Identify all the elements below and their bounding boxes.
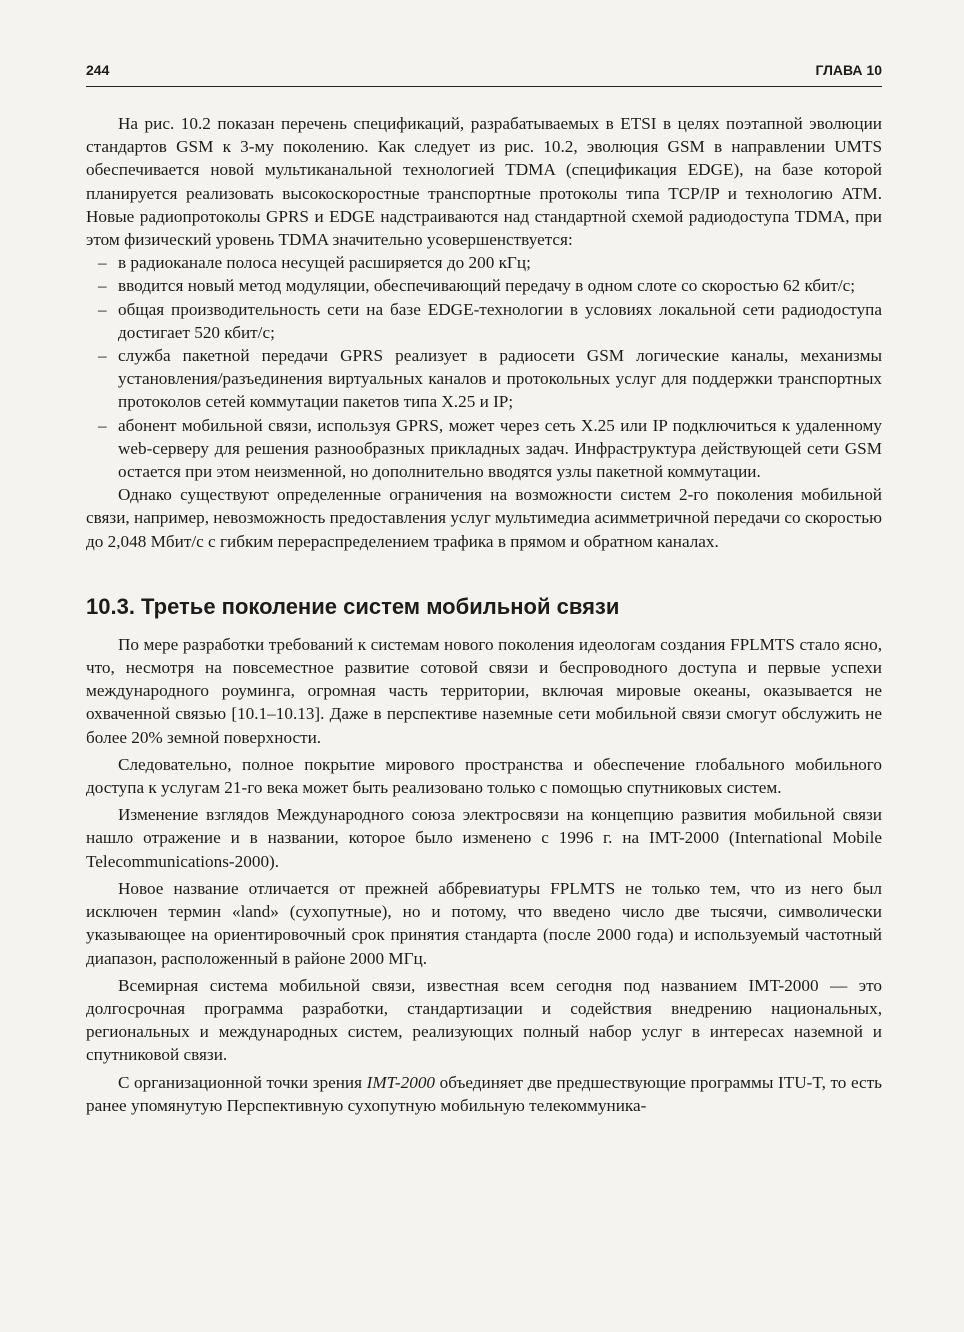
italic-term: IMT-2000 [366, 1072, 436, 1092]
list-item: – в радиоканале полоса несущей расширяется до 200 кГц; [86, 251, 882, 274]
intro-paragraph: На рис. 10.2 показан перечень спецификаций, разрабатываемых в ETSI в целях поэтапной эволюции стандартов GSM к 3-му поколению. Как следует из рис. 10.2, эволюция GSM в направлении UMTS обеспечивается новой мультиканальной технологией TDMA (спецификация EDGE), на базе которой планируется реализовать высокоскоростные транспортные протоколы типа TCP/IP и технологию ATM. Новые радиопротоколы GPRS и EDGE надстраиваются над стандартной схемой радиодоступа TDMA, при этом физический уровень TDMA значительно усовершенствуется: [86, 114, 882, 250]
section-paragraph-1: По мере разработки требований к системам нового поколения идеологам создания FPLMTS стало ясно, что, несмотря на повсеместное развитие сотовой связи и беспроводного доступа и первые успехи международного роуминга, огромная часть территории, включая мировые океаны, оказывается не охваченной связью [10.1–10.13]. Даже в перспективе наземные сети мобильной связи смогут обслужить не более 20% земной поверхности. [86, 634, 882, 747]
closing-paragraph: Однако существуют определенные ограничения на возможности систем 2-го поколения мобильной связи, например, невозможность предоставления услуг мультимедиа асимметричной передачи со скоростью до 2,048 Мбит/с с гибким перераспределением трафика в прямом и обратном каналах. [86, 485, 882, 551]
page-number: 244 [86, 62, 110, 78]
chapter-label: ГЛАВА 10 [815, 62, 882, 78]
bullet-list [86, 251, 882, 483]
section-heading: 10.3. Третье поколение систем мобильной связи [86, 593, 620, 619]
running-header [86, 60, 882, 84]
list-item: – вводится новый метод модуляции, обеспечивающий передачу в одном слоте со скоростью 62 кбит/с; [86, 274, 882, 297]
section-paragraph-6 [86, 1071, 882, 1117]
section-paragraph-2: Следовательно, полное покрытие мирового пространства и обеспечение глобального мобильного доступа к услугам 21-го века может быть реализовано только с помощью спутниковых систем. [86, 754, 882, 798]
section-10-3 [86, 593, 882, 1117]
header-rule [86, 86, 882, 87]
section-paragraph-5: Всемирная система мобильной связи, известная всем сегодня под названием IMT-2000 — это долгосрочная программа разработки, стандартизации и содействия внедрению национальных, региональных и международных систем, реализующих полный набор услуг в интересах наземной и спутниковой связи. [86, 975, 882, 1065]
section-paragraph-3: Изменение взглядов Международного союза электросвязи на концепцию развития мобильной связи нашло отражение и в названии, которое было изменено с 1996 г. на IMT-2000 (International Mobile Telecommunications-2000). [86, 805, 882, 871]
list-item: – абонент мобильной связи, используя GPRS, может через сеть X.25 или IP подключиться к удаленному web-серверу для решения разнообразных прикладных задач. Инфраструктура действующей сети GSM остается при этом неизменной, но дополнительно вводятся узлы пакетной коммутации. [86, 414, 882, 484]
text-run: объединяет две предшествующие программы ITU-T, то есть ранее упомянутую Перспективную сухопутную мобильную телекоммуника- [86, 1072, 882, 1115]
text-run: С организационной точки зрения [118, 1072, 367, 1092]
section-paragraph-4: Новое название отличается от прежней аббревиатуры FPLMTS не только тем, что из него был исключен термин «land» (сухопутные), но и потому, что введено число две тысячи, символически указывающее на ориентировочный срок принятия стандарта (после 2000 года) и используемый частотный диапазон, расположенный в районе 2000 МГц. [86, 878, 882, 968]
list-item: – общая производительность сети на базе EDGE-технологии в условиях локальной сети радиодоступа достигает 520 кбит/с; [86, 298, 882, 344]
page-body [86, 112, 882, 1117]
list-item: – служба пакетной передачи GPRS реализует в радиосети GSM логические каналы, механизмы установления/разъединения виртуальных каналов и протокольных услуг для поддержки транспортных протоколов сетей коммутации пакетов типа X.25 и IP; [86, 344, 882, 414]
